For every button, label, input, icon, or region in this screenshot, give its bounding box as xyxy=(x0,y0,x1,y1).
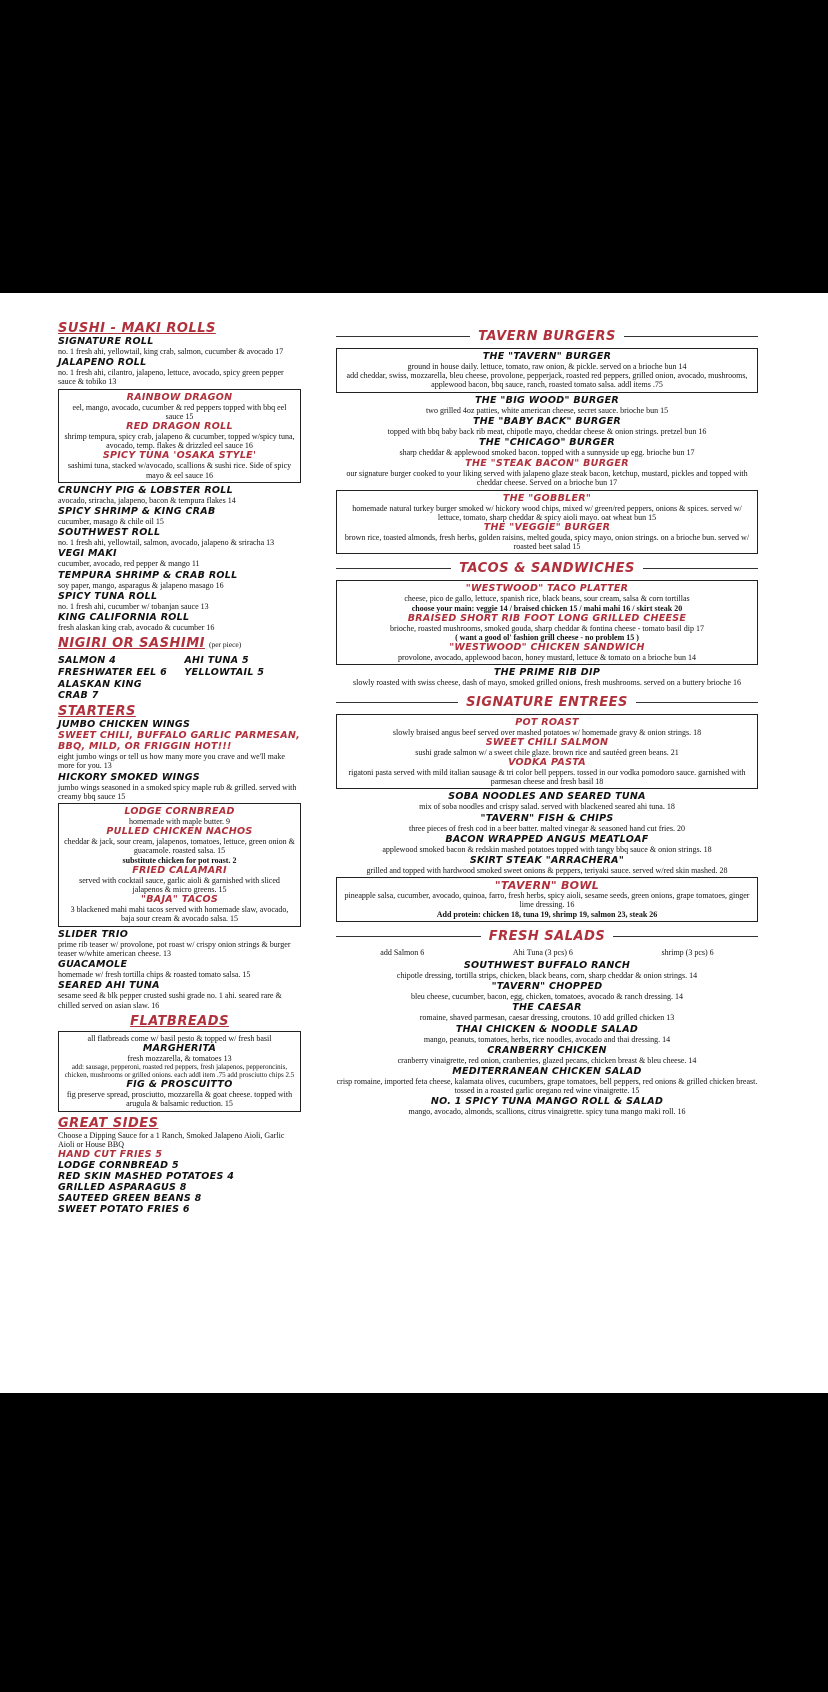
nigiri-item: FRESHWATER EEL 6 xyxy=(58,667,168,679)
item-desc: served with cocktail sauce, garlic aioli & garnished with sliced jalapenos & micro greens. 15 xyxy=(79,875,280,895)
menu-item xyxy=(336,1024,758,1044)
section-header-entrees xyxy=(336,695,758,710)
menu-item xyxy=(336,960,758,980)
item-desc: homemade natural turkey burger smoked w/ hickory wood chips, mixed w/ green/red peppers, onions & spices. served w/ lettuce, tomato, sharp cheddar & spicy aioli mayo. oat wheat bun 15 xyxy=(352,503,742,522)
item-desc: shrimp tempura, spicy crab, jalapeno & cucumber, topped w/spicy tuna, avocado, temp. flakes & drizzled eel sauce 16 xyxy=(64,432,295,451)
salad-addon: Ahi Tuna (3 pcs) 6 xyxy=(512,947,573,957)
item-desc: two grilled 4oz patties, white american cheese, secret sauce. brioche bun 15 xyxy=(425,405,669,415)
item-name: VODKA PASTA xyxy=(508,757,586,769)
item-desc: applewood smoked bacon & redskin mashed potatoes topped with tangy bbq sauce & onion strings. 18 xyxy=(382,844,712,854)
nigiri-header xyxy=(58,634,301,652)
menu-item xyxy=(336,1045,758,1065)
section-header-salads xyxy=(336,929,758,944)
item-name: THE "TAVERN" BURGER xyxy=(482,351,612,362)
item-desc: no. 1 fresh ahi, yellowtail, salmon, avocado, jalapeno & sriracha 13 xyxy=(58,538,275,548)
wing-flavors: SWEET CHILI, BUFFALO GARLIC PARMESAN, BBQ, MILD, OR FRIGGIN HOT!!! xyxy=(58,730,301,753)
item-name: HICKORY SMOKED WINGS xyxy=(58,771,200,783)
item-desc: soy paper, mango, asparagus & jalapeno masago 16 xyxy=(58,580,224,590)
item-name: THE PRIME RIB DIP xyxy=(493,667,601,679)
menu-item xyxy=(58,719,301,770)
side-item: RED SKIN MASHED POTATOES 4 xyxy=(58,1170,235,1182)
item-add: add cheddar, swiss, mozzarella, bleu cheese, provolone, pepperjack, roasted red peppers, grilled onion, avocado, mushrooms, applewood bacon, bbq sauce, ranch, roasted tomato salsa. addl items .75 xyxy=(346,371,748,390)
rule xyxy=(336,568,451,569)
item-name: "WESTWOOD" TACO PLATTER xyxy=(465,583,629,595)
salad-addon: shrimp (3 pcs) 6 xyxy=(661,947,714,957)
menu-item xyxy=(58,980,301,1009)
section-title-sides: GREAT SIDES xyxy=(58,1115,159,1131)
item-name: THAI CHICKEN & NOODLE SALAD xyxy=(455,1023,639,1035)
menu-item xyxy=(58,336,301,356)
item-desc: bleu cheese, cucumber, bacon, egg, chicken, tomatoes, avocado & ranch dressing. 14 xyxy=(410,992,684,1002)
side-item: SAUTEED GREEN BEANS 8 xyxy=(58,1192,202,1204)
item-name: GUACAMOLE xyxy=(58,959,128,971)
menu-item xyxy=(336,813,758,833)
sushi-items-2 xyxy=(58,485,301,632)
item-desc: no. 1 fresh ahi, cilantro, jalapeno, lettuce, avocado, spicy green pepper sauce & tobiko 13 xyxy=(58,368,284,387)
item-desc: no. 1 fresh ahi, yellowtail, king crab, salmon, cucumber & avocado 17 xyxy=(58,347,284,356)
item-name: THE CAESAR xyxy=(512,1002,582,1014)
item-name: SOBA NOODLES AND SEARED TUNA xyxy=(448,791,646,803)
item-name: MARGHERITA xyxy=(142,1042,217,1054)
item-desc: topped with bbq baby back rib meat, chipotle mayo, cheddar cheese & onion strings. pretzel bun 16 xyxy=(387,426,707,436)
side-item: GRILLED ASPARAGUS 8 xyxy=(58,1181,187,1193)
item-desc: fig preserve spread, prosciutto, mozzarella & goat cheese. topped with arugula & balsamic reduction. 15 xyxy=(66,1090,293,1109)
item-desc: our signature burger cooked to your liking served with jalapeno glaze steak bacon, ketchup, mustard, pickles and topped with cheddar cheese. Served on a brioche bun 17 xyxy=(346,469,748,488)
item-extra: ( want a good ol' fashion grill cheese - no problem 15 ) xyxy=(455,633,639,643)
side-item: LODGE CORNBREAD 5 xyxy=(58,1159,179,1171)
item-desc: fresh mozzarella, & tomatoes 13 xyxy=(127,1053,232,1063)
item-extra: choose your main: veggie 14 / braised chicken 15 / mahi mahi 16 / skirt steak 20 xyxy=(411,603,683,613)
left-column xyxy=(58,321,301,1215)
item-name: MEDITERRANEAN CHICKEN SALAD xyxy=(452,1065,642,1077)
item-desc: sesame seed & blk pepper crusted sushi grade no. 1 ahi. seared rare & chilled served on asian slaw. 16 xyxy=(58,991,282,1010)
rule xyxy=(624,336,758,337)
section-header-tacos xyxy=(336,561,758,576)
tavern-bowl-box xyxy=(336,877,758,922)
item-name: SLIDER TRIO xyxy=(58,928,129,940)
menu-item xyxy=(336,667,758,687)
tacos-box xyxy=(336,580,758,665)
item-name: "BAJA" TACOS xyxy=(141,894,218,906)
item-desc: three pieces of fresh cod in a beer batter. malted vinegar & seasoned hand cut fries. 20 xyxy=(409,823,685,833)
item-name: "TAVERN" BOWL xyxy=(494,879,600,893)
rule xyxy=(613,936,758,937)
menu-item xyxy=(58,959,301,979)
item-name: LODGE CORNBREAD xyxy=(124,806,235,818)
item-desc: homemade with maple butter. 9 xyxy=(128,817,231,827)
item-name: SEARED AHI TUNA xyxy=(58,980,160,992)
item-desc: cucumber, avocado, red pepper & mango 11 xyxy=(58,559,200,569)
item-name: RED DRAGON ROLL xyxy=(126,421,233,433)
item-name: THE "VEGGIE" BURGER xyxy=(483,522,611,534)
item-desc: brioche, roasted mushrooms, smoked gouda, sharp cheddar & fontina cheese - tomato basil dip 17 xyxy=(390,623,704,633)
menu-item xyxy=(58,591,301,611)
item-desc: homemade w/ fresh tortilla chips & roasted tomato salsa. 15 xyxy=(58,970,251,980)
menu-item xyxy=(336,395,758,415)
item-desc: brown rice, toasted almonds, fresh herbs, golden raisins, melted gouda, spicy mayo, onion strings. on a brioche bun. served w/ roasted beet salad 15 xyxy=(344,533,750,552)
nigiri-row xyxy=(58,679,301,701)
nigiri-item: ALASKAN KING CRAB 7 xyxy=(58,679,142,702)
item-name: "TAVERN" FISH & CHIPS xyxy=(480,812,614,824)
flatbreads-intro: all flatbreads come w/ basil pesto & topped w/ fresh basil xyxy=(87,1033,272,1043)
item-desc: mango, peanuts, tomatoes, herbs, rice noodles, avocado and thai dressing. 14 xyxy=(423,1034,671,1044)
item-name: THE "GOBBLER" xyxy=(502,492,592,504)
item-name: SOUTHWEST ROLL xyxy=(58,527,161,539)
item-desc: crisp romaine, imported feta cheese, kalamata olives, cucumbers, grape tomatoes, bell peppers, red onions & grilled chicken breast. tossed in a roasted garlic oregano red wine vinaigrette. 15 xyxy=(336,1076,758,1096)
rule xyxy=(336,336,470,337)
item-desc: cheddar & jack, sour cream, jalapenos, tomatoes, lettuce, green onion & guacamole. roasted salsa. 15 xyxy=(64,837,295,856)
section-title-starters: STARTERS xyxy=(58,704,136,720)
item-desc: rigatoni pasta served with mild italian sausage & tri color bell peppers. tossed in our vodka pomodoro sauce. garnished with parmesan cheese and fresh basil 18 xyxy=(348,768,746,787)
item-name: BACON WRAPPED ANGUS MEATLOAF xyxy=(445,833,649,845)
item-desc: eight jumbo wings or tell us how many more you crave and we'll make more for you. 13 xyxy=(58,752,285,771)
item-name: JUMBO CHICKEN WINGS xyxy=(58,719,191,731)
item-extra: Add protein: chicken 18, tuna 19, shrimp 19, salmon 23, steak 26 xyxy=(436,909,658,919)
nigiri-row xyxy=(58,655,301,666)
rule xyxy=(643,568,758,569)
section-title-tacos: TACOS & SANDWICHES xyxy=(459,561,635,577)
section-title-salads: FRESH SALADS xyxy=(488,928,606,944)
menu-item xyxy=(58,485,301,505)
nigiri-row xyxy=(58,667,301,678)
nigiri-item: AHI TUNA 5 xyxy=(184,655,249,667)
item-name: "WESTWOOD" CHICKEN SANDWICH xyxy=(449,642,645,654)
item-name: FIG & PROSCUITTO xyxy=(126,1079,233,1091)
item-name: NO. 1 SPICY TUNA MANGO ROLL & SALAD xyxy=(430,1096,664,1108)
item-desc: slowly roasted with swiss cheese, dash of mayo, smoked grilled onions, fresh mushrooms. served on a buttery brioche 16 xyxy=(353,678,741,688)
nigiri-item: SALMON 4 xyxy=(58,655,117,667)
item-desc: sashimi tuna, stacked w/avocado, scallions & sushi rice. Side of spicy mayo & eel sauce 16 xyxy=(67,461,292,480)
item-name: TEMPURA SHRIMP & CRAB ROLL xyxy=(58,569,238,581)
nigiri-item: YELLOWTAIL 5 xyxy=(184,667,265,679)
item-desc: avocado, sriracha, jalapeno, bacon & tempura flakes 14 xyxy=(58,495,236,505)
menu-item xyxy=(58,506,301,526)
rule xyxy=(636,702,758,703)
side-item: SWEET POTATO FRIES 6 xyxy=(58,1203,190,1215)
item-name: SWEET CHILI SALMON xyxy=(485,736,609,748)
item-desc: ground in house daily. lettuce, tomato, raw onion, & pickle. served on a brioche bun 14 xyxy=(407,362,687,371)
item-name: SIGNATURE ROLL xyxy=(58,336,154,347)
rule xyxy=(336,702,458,703)
section-title-nigiri: NIGIRI OR SASHIMI xyxy=(58,636,205,652)
sushi-items xyxy=(58,336,301,387)
menu-item xyxy=(58,570,301,590)
item-desc: mix of soba noodles and crispy salad. served with blackened seared ahi tuna. 18 xyxy=(419,802,675,812)
entrees-box xyxy=(336,714,758,790)
menu-item xyxy=(336,416,758,436)
item-desc: slowly braised angus beef served over mashed potatoes w/ homemade gravy & onion strings. 18 xyxy=(392,727,702,737)
menu-item xyxy=(336,1066,758,1095)
section-title-entrees: SIGNATURE ENTREES xyxy=(466,694,628,710)
item-desc: 3 blackened mahi mahi tacos served with homemade slaw, avocado, baja sour cream & avocado salsa. 15 xyxy=(70,905,289,924)
side-item: HAND CUT FRIES 5 xyxy=(58,1148,163,1160)
nigiri-note: (per piece) xyxy=(208,640,242,650)
right-column xyxy=(336,329,758,1118)
menu-item xyxy=(58,357,301,386)
section-header-burgers xyxy=(336,329,758,344)
item-name: JALAPENO ROLL xyxy=(58,357,147,369)
item-desc: provolone, avocado, applewood bacon, honey mustard, lettuce & tomato on a brioche bun 14 xyxy=(398,653,696,663)
menu-item xyxy=(336,791,758,811)
section-title-sushi: SUSHI - MAKI ROLLS xyxy=(58,321,216,336)
item-name: THE "BIG WOOD" BURGER xyxy=(474,394,619,406)
item-desc: jumbo wings seasoned in a smoked spicy maple rub & grilled. served with creamy bbq sauce 15 xyxy=(58,782,297,801)
item-name: BRAISED SHORT RIB FOOT LONG GRILLED CHEESE xyxy=(407,612,687,624)
rule xyxy=(336,936,481,937)
flatbreads-box xyxy=(58,1031,301,1112)
item-name: THE "STEAK BACON" BURGER xyxy=(465,458,629,470)
menu-item xyxy=(58,527,301,547)
sides-intro: Choose a Dipping Sauce for a 1 Ranch, Smoked Jalapeno Aioli, Garlic Aioli or House BBQ xyxy=(58,1130,285,1149)
item-desc: chipotle dressing, tortilla strips, chicken, black beans, corn, sharp cheddar & onion strings. 14 xyxy=(396,970,698,980)
nigiri-item xyxy=(184,679,301,701)
menu-item xyxy=(58,772,301,801)
item-name: SPICY SHRIMP & KING CRAB xyxy=(58,506,216,518)
item-name: THE "CHICAGO" BURGER xyxy=(479,437,615,449)
item-desc: cucumber, masago & chile oil 15 xyxy=(58,517,164,527)
item-name: CRUNCHY PIG & LOBSTER ROLL xyxy=(58,484,234,496)
item-desc: eel, mango, avocado, cucumber & red peppers topped with bbq eel sauce 15 xyxy=(72,402,287,421)
item-name: PULLED CHICKEN NACHOS xyxy=(106,826,253,838)
menu-item xyxy=(336,834,758,854)
section-title-flatbreads: FLATBREADS xyxy=(130,1013,229,1029)
item-desc: grilled and topped with hardwood smoked sweet onions & peppers, teriyaki sauce. served w/red skin mashed. 28 xyxy=(366,866,728,876)
menu-item xyxy=(58,612,301,632)
menu-item xyxy=(336,437,758,457)
section-title-burgers: TAVERN BURGERS xyxy=(478,329,616,344)
item-name: SPICY TUNA ROLL xyxy=(58,590,158,602)
item-name: SPICY TUNA 'OSAKA STYLE' xyxy=(102,450,257,462)
menu-item xyxy=(336,1096,758,1116)
item-desc: prime rib teaser w/ provolone, pot roast w/ crispy onion strings & burger teaser w/white american cheese. 13 xyxy=(58,939,291,958)
menu-item xyxy=(336,981,758,1001)
salad-addon: add Salmon 6 xyxy=(380,947,425,957)
item-name: THE "BABY BACK" BURGER xyxy=(472,415,622,427)
nigiri-list xyxy=(58,655,301,701)
item-name: SOUTHWEST BUFFALO RANCH xyxy=(463,959,631,971)
item-desc: cranberry vinaigrette, red onion, cranberries, glazed pecans, chicken breast & bleu cheese. 14 xyxy=(397,1055,697,1065)
item-desc: mango, avocado, almonds, scallions, citrus vinaigrette. spicy tuna mango maki roll. 16 xyxy=(408,1107,686,1117)
item-desc: pineapple salsa, cucumber, avocado, quinoa, farro, fresh herbs, spicy aioli, sesame seeds, green onions, grape tomatoes, ginger lime dressing. 16 xyxy=(344,891,750,910)
specialty-burgers-box xyxy=(336,490,758,555)
item-desc: cheese, pico de gallo, lettuce, spanish rice, black beans, sour cream, salsa & corn tortillas xyxy=(404,594,690,604)
item-add: add: sausage, pepperoni, roasted red peppers, fresh jalapenos, pepperoncinis, chicken, mushrooms or grilled onions. each addl item .75 add prosciutto chips 2.5 xyxy=(64,1063,295,1080)
sushi-featured-box xyxy=(58,389,301,483)
salad-addons xyxy=(336,948,758,957)
menu-item xyxy=(58,929,301,958)
starters-featured-box xyxy=(58,803,301,927)
item-name: "TAVERN" CHOPPED xyxy=(491,981,603,993)
item-extra: substitute chicken for pot roast. 2 xyxy=(122,855,237,865)
item-name: KING CALIFORNIA ROLL xyxy=(58,612,190,624)
item-name: SKIRT STEAK "ARRACHERA" xyxy=(469,855,625,867)
menu-item xyxy=(58,548,301,568)
item-name: RAINBOW DRAGON xyxy=(126,391,233,403)
item-desc: no. 1 fresh ahi, cucumber w/ tobanjan sauce 13 xyxy=(58,601,209,611)
menu-item xyxy=(336,1002,758,1022)
item-desc: sushi grade salmon w/ a sweet chile glaze. brown rice and sautéed green beans. 21 xyxy=(415,747,679,757)
menu-item xyxy=(336,458,758,487)
tavern-burger-box xyxy=(336,348,758,393)
item-name: POT ROAST xyxy=(515,716,579,728)
item-desc: sharp cheddar & applewood smoked bacon. topped with a sunnyside up egg. brioche bun 17 xyxy=(399,448,695,458)
menu-item xyxy=(336,855,758,875)
item-name: VEGI MAKI xyxy=(58,548,117,560)
item-desc: fresh alaskan king crab, avocado & cucumber 16 xyxy=(58,623,215,633)
menu-page xyxy=(0,293,828,1393)
item-name: FRIED CALAMARI xyxy=(132,864,227,876)
item-name: CRANBERRY CHICKEN xyxy=(487,1044,607,1056)
item-desc: romaine, shaved parmesan, caesar dressing, croutons. 10 add grilled chicken 13 xyxy=(419,1013,675,1023)
